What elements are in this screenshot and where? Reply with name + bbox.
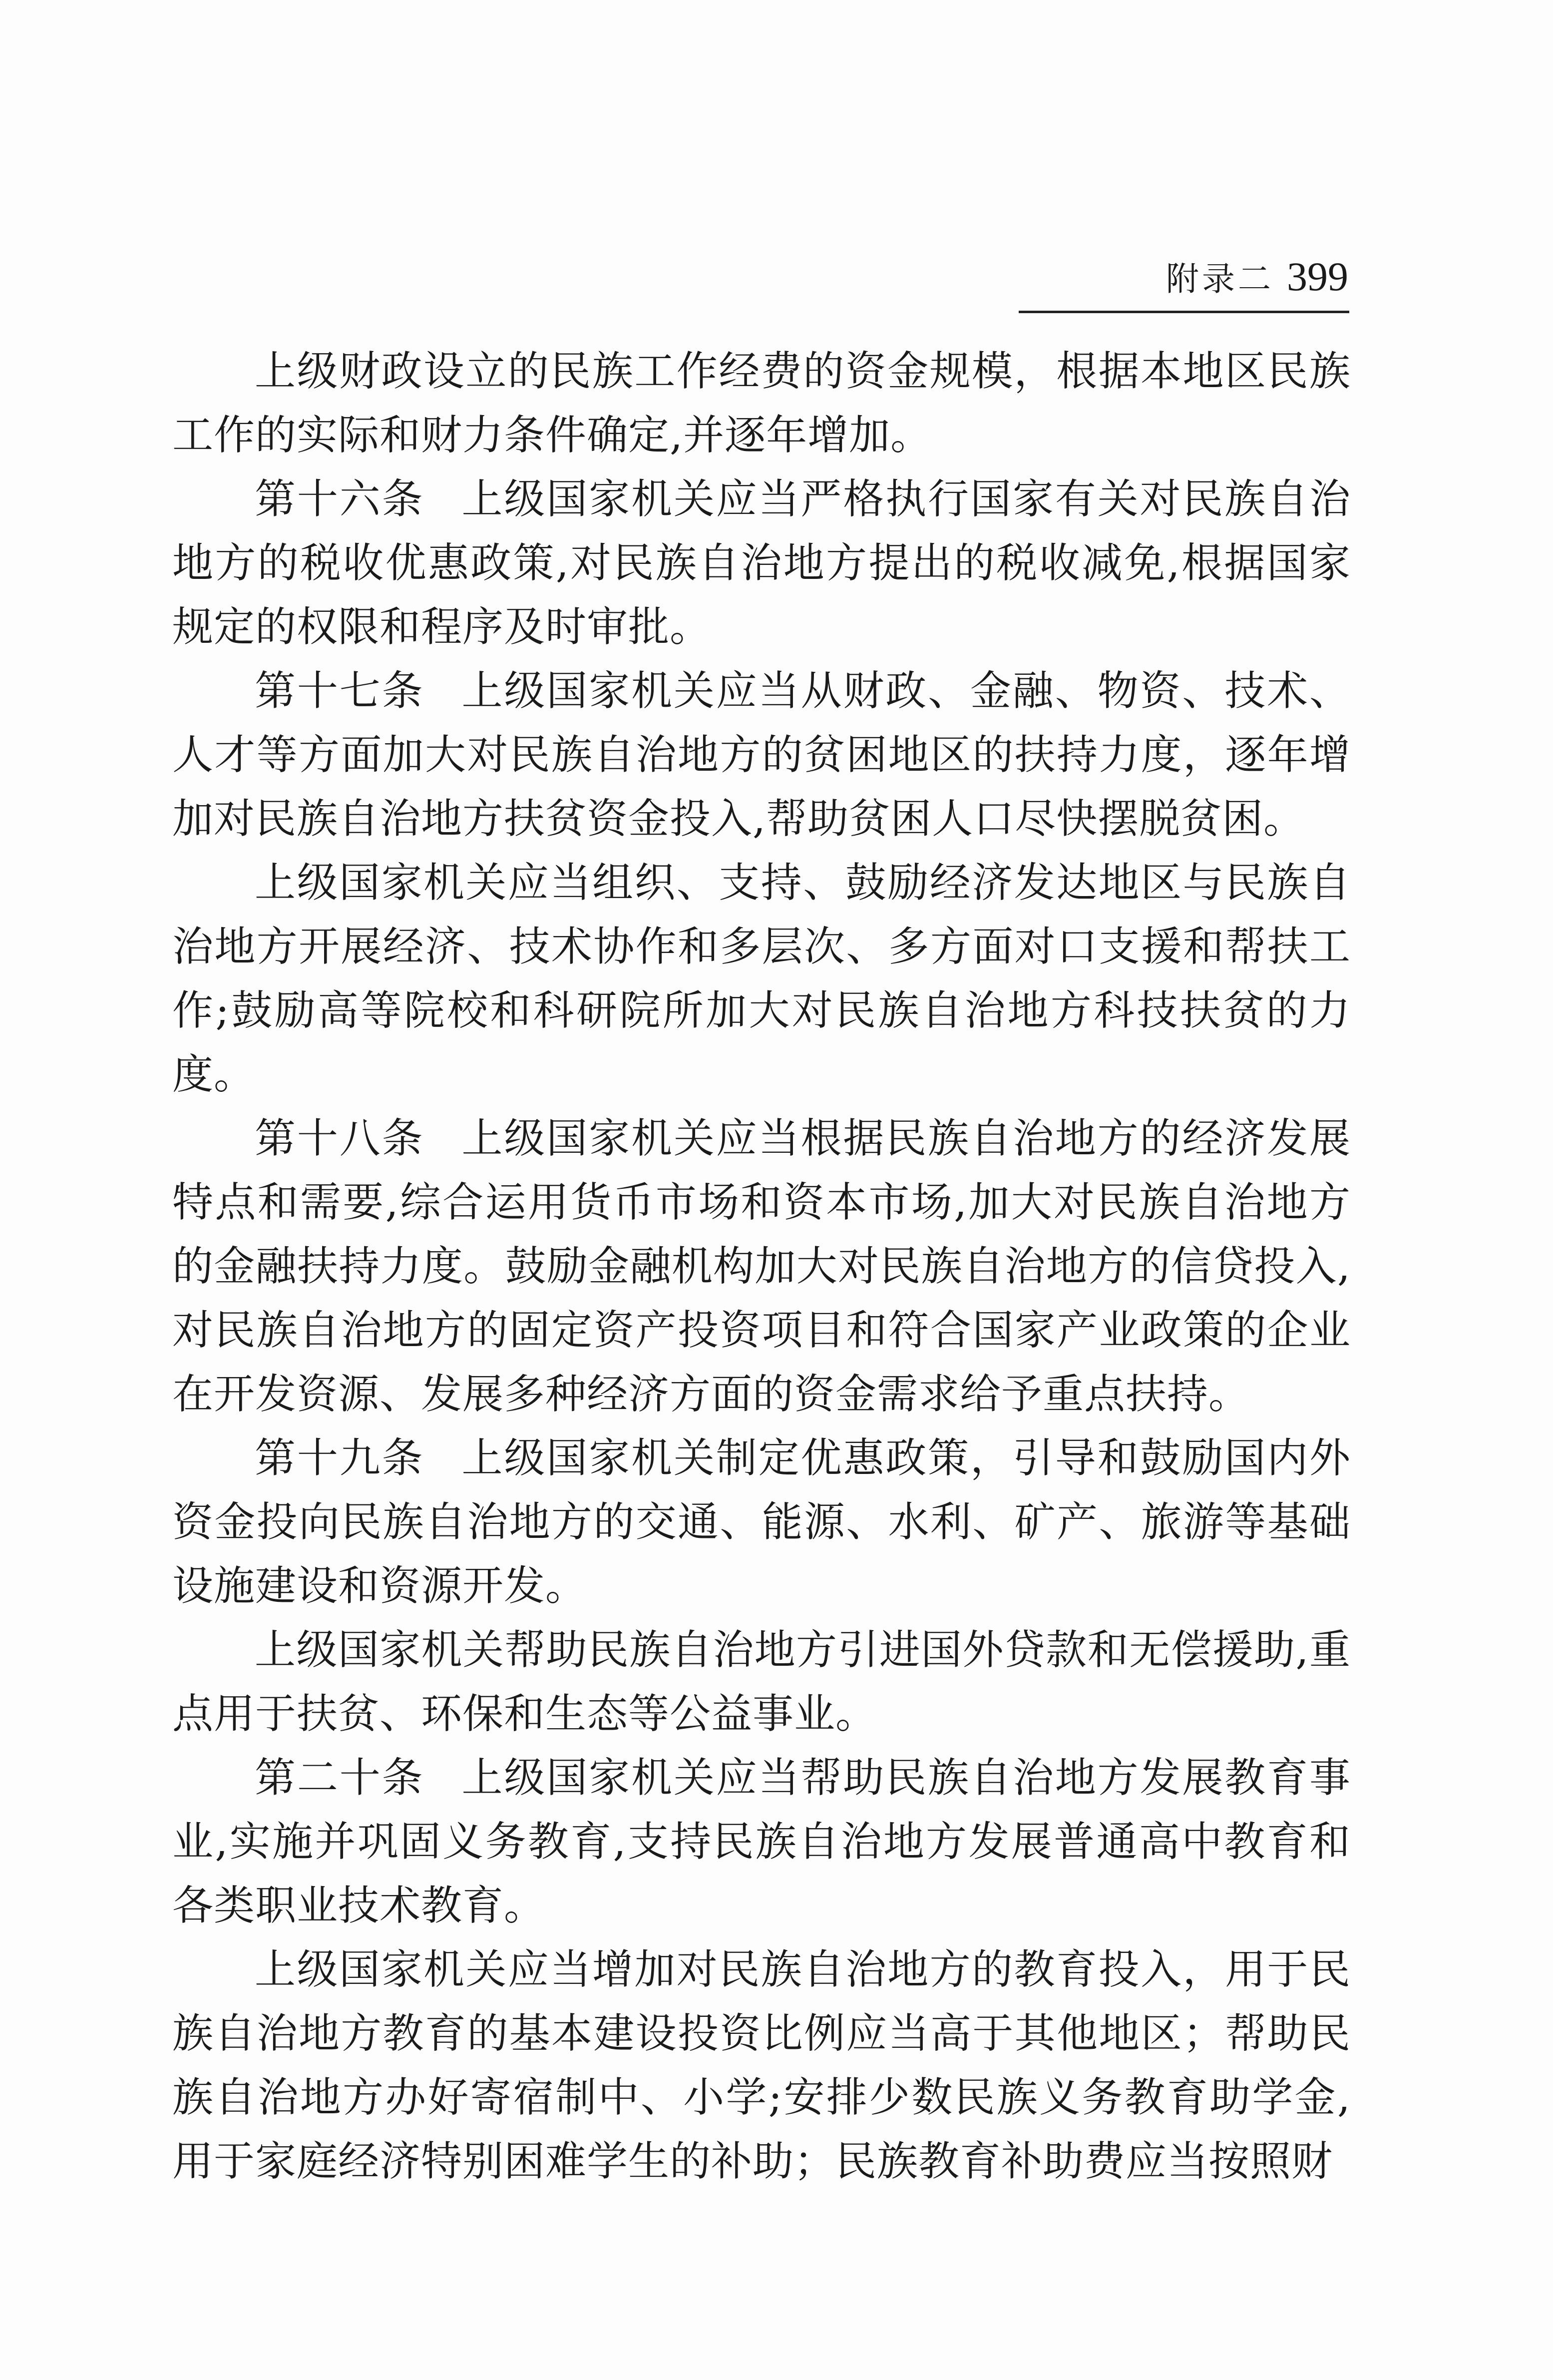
article-number: 第十七条 <box>255 667 424 715</box>
paragraph-text: 上级财政设立的民族工作经费的资金规模，根据本地区民族工作的实际和财力条件确定,并逐年增加。 <box>172 348 1351 459</box>
article-number: 第二十条 <box>255 1754 424 1802</box>
paragraph-text: 上级国家机关应当帮助民族自治地方发展教育事业,实施并巩固义务教育,支持民族自治地方发展普通高中教育和各类职业技术教育。 <box>172 1754 1351 1929</box>
paragraph-text: 上级国家机关应当增加对民族自治地方的教育投入，用于民族自治地方教育的基本建设投资比例应当高于其他地区；帮助民族自治地方办好寄宿制中、小学;安排少数民族义务教育助学金,用于家庭经济特别困难学生的补助；民族教育补助费应当按照财 <box>172 1946 1351 2185</box>
page-number: 399 <box>1287 254 1348 299</box>
article-number: 第十六条 <box>255 476 424 523</box>
paragraph-text: 上级国家机关制定优惠政策，引导和鼓励国内外资金投向民族自治地方的交通、能源、水利、矿产、旅游等基础设施建设和资源开发。 <box>172 1434 1351 1610</box>
paragraph <box>172 1938 1351 2194</box>
running-header <box>1019 252 1348 307</box>
paragraph <box>172 659 1351 851</box>
header-rule <box>1019 311 1349 313</box>
paragraph-text: 上级国家机关应当从财政、金融、物资、技术、人才等方面加大对民族自治地方的贫困地区的扶持力度，逐年增加对民族自治地方扶贫资金投入,帮助贫困人口尽快摆脱贫困。 <box>172 667 1351 843</box>
paragraph <box>172 1746 1351 1938</box>
body-text <box>172 340 1351 2194</box>
paragraph <box>172 1618 1351 1746</box>
article-number: 第十九条 <box>255 1434 424 1482</box>
paragraph-text: 上级国家机关应当组织、支持、鼓励经济发达地区与民族自治地方开展经济、技术协作和多层次、多方面对口支援和帮扶工作;鼓励高等院校和科研院所加大对民族自治地方科技扶贫的力度。 <box>172 859 1351 1098</box>
paragraph-text: 上级国家机关应当根据民族自治地方的经济发展特点和需要,综合运用货币市场和资本市场,加大对民族自治地方的金融扶持力度。鼓励金融机构加大对民族自治地方的信贷投入,对民族自治地方的固定资产投资项目和符合国家产业政策的企业在开发资源、发展多种经济方面的资金需求给予重点扶持。 <box>172 1115 1351 1418</box>
paragraph-text: 上级国家机关应当严格执行国家有关对民族自治地方的税收优惠政策,对民族自治地方提出的税收减免,根据国家规定的权限和程序及时审批。 <box>172 476 1351 651</box>
paragraph <box>172 340 1351 468</box>
paragraph-text: 上级国家机关帮助民族自治地方引进国外贷款和无偿援助,重点用于扶贫、环保和生态等公益事业。 <box>172 1626 1351 1738</box>
paragraph <box>172 1107 1351 1427</box>
paragraph <box>172 1427 1351 1618</box>
paragraph <box>172 851 1351 1107</box>
paragraph <box>172 468 1351 659</box>
article-number: 第十八条 <box>255 1115 424 1162</box>
header-section-title: 附录二 <box>1166 260 1274 298</box>
